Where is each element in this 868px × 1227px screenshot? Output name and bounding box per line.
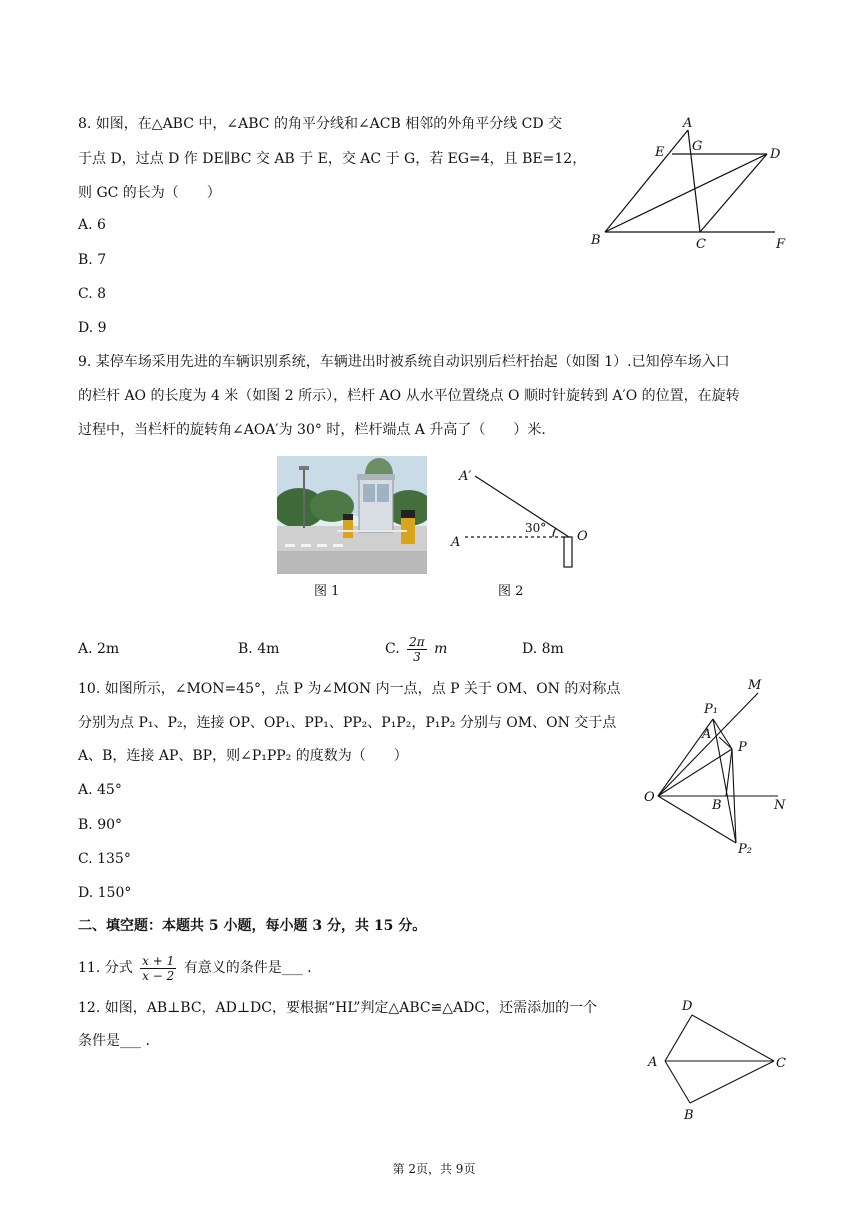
q10-line-op	[658, 749, 732, 796]
q8-option-b: B. 7	[78, 252, 107, 268]
q9-post	[564, 537, 572, 567]
q8-option-d: D. 9	[78, 320, 107, 336]
q8-text-line-2: 于点 D，过点 D 作 DE∥BC 交 AB 于 E，交 AC 于 G，若 EG=4，且 BE=12，	[78, 151, 587, 167]
q10-label-p2: P₂	[738, 842, 752, 857]
q10-line-op2	[658, 796, 736, 843]
q9-figure-1-caption: 图 1	[314, 584, 340, 599]
q9-text-line-1: 9. 某停车场采用先进的车辆识别系统，车辆进出时被系统自动识别后栏杆抬起（如图 1）.已知停车场入口	[78, 354, 730, 370]
q11-prefix: 11. 分式	[78, 960, 133, 976]
q8-text-line-1: 8. 如图，在△ABC 中，∠ABC 的角平分线和∠ACB 相邻的外角平分线 CD 交	[78, 116, 563, 132]
q10-option-b: B. 90°	[78, 817, 123, 833]
q9-text-line-3: 过程中，当栏杆的旋转角∠AOA′为 30° 时，栏杆端点 A 升高了（ ）米.	[78, 422, 546, 438]
q8-option-c: C. 8	[78, 286, 107, 302]
q8-line-bd	[605, 154, 767, 232]
q10-text-line-2: 分别为点 P₁、P₂，连接 OP、OP₁、PP₁、PP₂、P₁P₂，P₁P₂ 分别与 OM、ON 交于点	[78, 715, 617, 731]
q11-fraction	[140, 954, 176, 983]
q12-text-line-1: 12. 如图，AB⊥BC，AD⊥DC，要根据“HL”判定△ABC≌△ADC，还需添加的一个	[78, 1000, 598, 1016]
q9-option-a: A. 2m	[78, 641, 120, 657]
q11-suffix: 有意义的条件是___ .	[183, 960, 312, 976]
q10-label-p: P	[738, 740, 747, 755]
q8-text-line-3: 则 GC 的长为（ ）	[78, 185, 221, 201]
q8-line-ba	[605, 130, 688, 232]
q8-label-e: E	[655, 145, 665, 160]
q9-option-b: B. 4m	[238, 641, 280, 657]
q11-text	[78, 948, 312, 988]
q8-label-g: G	[692, 139, 703, 154]
q9-label-a-prime: A′	[459, 469, 472, 484]
q8-label-b: B	[591, 233, 601, 248]
q12-label-d: D	[682, 999, 693, 1014]
q9-option-c-numerator: 2π	[409, 634, 425, 649]
q9-option-c-fraction	[407, 635, 427, 664]
q10-text-line-1: 10. 如图所示，∠MON=45°，点 P 为∠MON 内一点，点 P 关于 OM、ON 的对称点	[78, 681, 621, 697]
q8-label-d: D	[770, 147, 781, 162]
q11-denominator: x − 2	[142, 968, 175, 983]
q10-figure	[640, 675, 800, 860]
q12-label-b: B	[684, 1108, 694, 1123]
q9-label-a: A	[451, 535, 461, 550]
q11-numerator: x + 1	[142, 953, 175, 968]
q10-label-p1: P₁	[704, 702, 718, 717]
q8-option-a: A. 6	[78, 217, 106, 233]
q10-option-d: D. 150°	[78, 885, 132, 901]
q8-figure	[580, 112, 800, 257]
q12-line-bc	[690, 1061, 774, 1103]
q8-label-c: C	[696, 237, 706, 252]
q12-text-line-2: 条件是___ .	[78, 1033, 150, 1049]
page-footer: 第 2页，共 9页	[392, 1162, 476, 1176]
q10-option-a: A. 45°	[78, 782, 122, 798]
q10-text-line-3: A、B，连接 AP、BP，则∠P₁PP₂ 的度数为（ ）	[78, 748, 408, 764]
q9-angle-arc	[553, 528, 556, 537]
q9-label-angle: 30°	[525, 521, 547, 535]
q12-line-ab	[665, 1061, 690, 1103]
q10-label-o: O	[644, 790, 655, 805]
q9-option-c-prefix: C.	[385, 641, 400, 657]
q10-label-m: M	[748, 678, 762, 693]
q10-line-bp	[726, 749, 732, 796]
q9-option-d: D. 8m	[522, 641, 564, 657]
q8-label-f: F	[776, 237, 786, 252]
q9-label-o: O	[577, 529, 588, 544]
q9-bar-rotated	[475, 476, 569, 537]
q12-label-c: C	[776, 1056, 786, 1071]
q9-option-c-unit: m	[434, 641, 448, 657]
q9-text-line-2: 的栏杆 AO 的长度为 4 米（如图 2 所示），栏杆 AO 从水平位置绕点 O 顺时针旋转到 A′O 的位置，在旋转	[78, 388, 740, 404]
q10-label-b: B	[712, 798, 722, 813]
q12-line-ad	[665, 1015, 692, 1061]
q10-label-n: N	[774, 798, 786, 813]
q12-line-dc	[692, 1015, 774, 1061]
q12-figure	[640, 995, 800, 1130]
q8-label-a: A	[683, 116, 693, 131]
q9-figure-2	[445, 460, 595, 580]
q9-option-c	[385, 627, 447, 671]
q10-option-c: C. 135°	[78, 851, 131, 867]
section-2-heading: 二、填空题：本题共 5 小题，每小题 3 分，共 15 分。	[78, 918, 427, 934]
q9-figure-2-caption: 图 2	[498, 584, 524, 599]
q9-figure-1-photo	[277, 456, 427, 574]
q12-label-a: A	[648, 1055, 658, 1070]
q8-line-cd	[700, 154, 767, 232]
q9-option-c-denominator: 3	[413, 649, 421, 664]
q10-label-a: A	[702, 727, 712, 742]
